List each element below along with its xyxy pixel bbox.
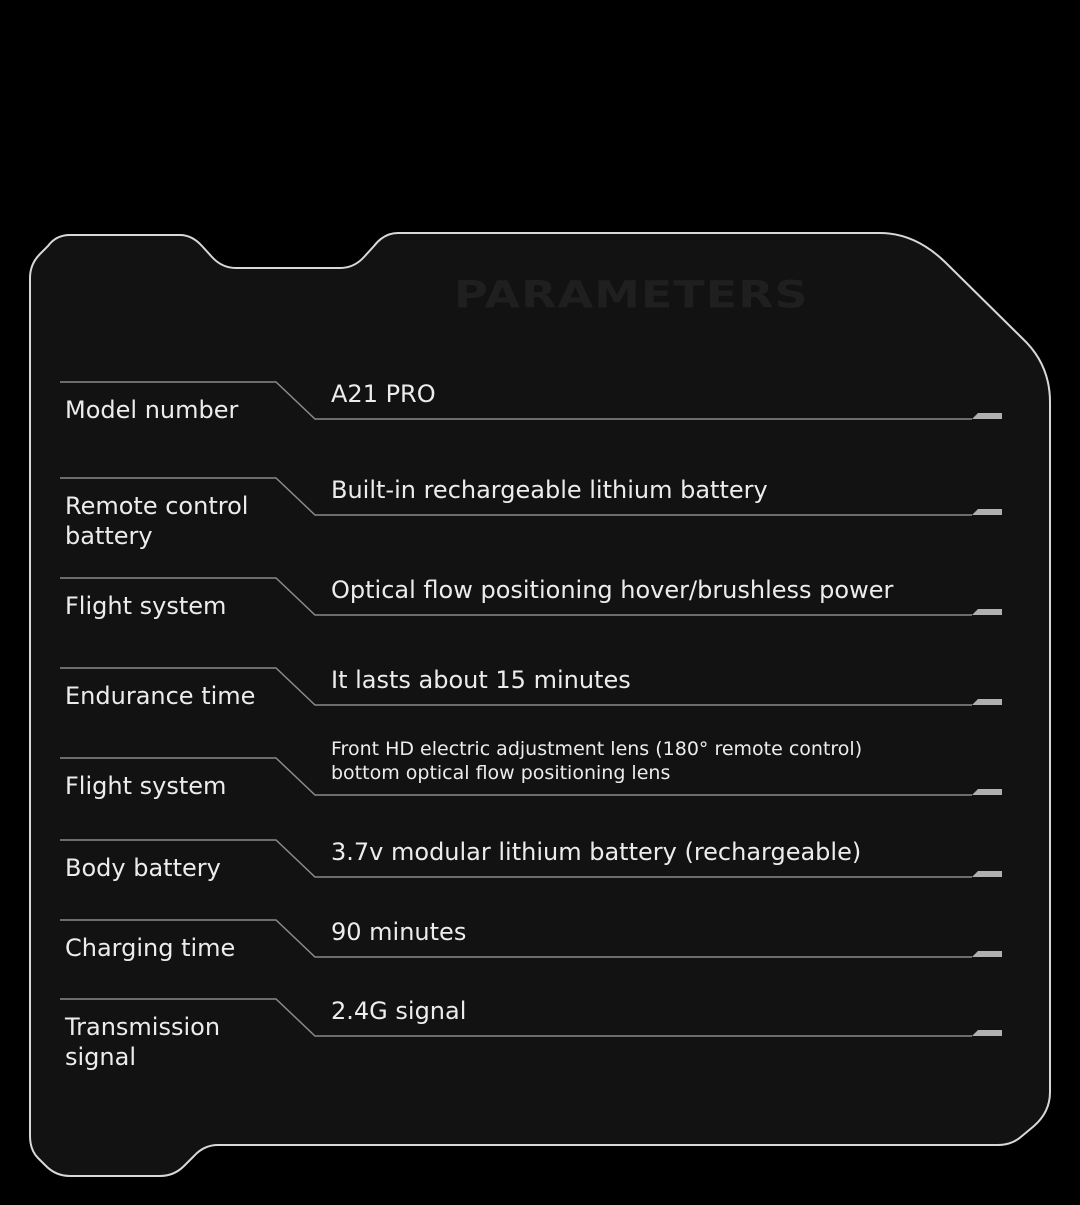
parameters-watermark: PARAMETERS bbox=[454, 272, 809, 317]
param-label: Model number bbox=[65, 396, 239, 424]
param-label: Body battery bbox=[65, 854, 221, 882]
param-value: A21 PRO bbox=[331, 380, 436, 408]
param-label: Remote control battery bbox=[65, 492, 249, 550]
param-value: 2.4G signal bbox=[331, 997, 467, 1025]
param-value: It lasts about 15 minutes bbox=[331, 666, 631, 694]
param-value-line-2: bottom optical flow positioning lens bbox=[331, 762, 671, 784]
param-value: 3.7v modular lithium battery (rechargeable) bbox=[331, 838, 862, 866]
param-label: Charging time bbox=[65, 934, 236, 962]
param-label: Flight system bbox=[65, 592, 227, 620]
param-value: 90 minutes bbox=[331, 918, 467, 946]
param-label: Transmission signal bbox=[65, 1013, 221, 1071]
param-label: Flight system bbox=[65, 772, 227, 800]
param-value: Optical flow positioning hover/brushless power bbox=[331, 576, 894, 604]
param-value-line-1: Front HD electric adjustment lens (180° remote control) bbox=[331, 738, 863, 760]
param-label: Endurance time bbox=[65, 682, 256, 710]
param-value: Built-in rechargeable lithium battery bbox=[331, 476, 768, 504]
